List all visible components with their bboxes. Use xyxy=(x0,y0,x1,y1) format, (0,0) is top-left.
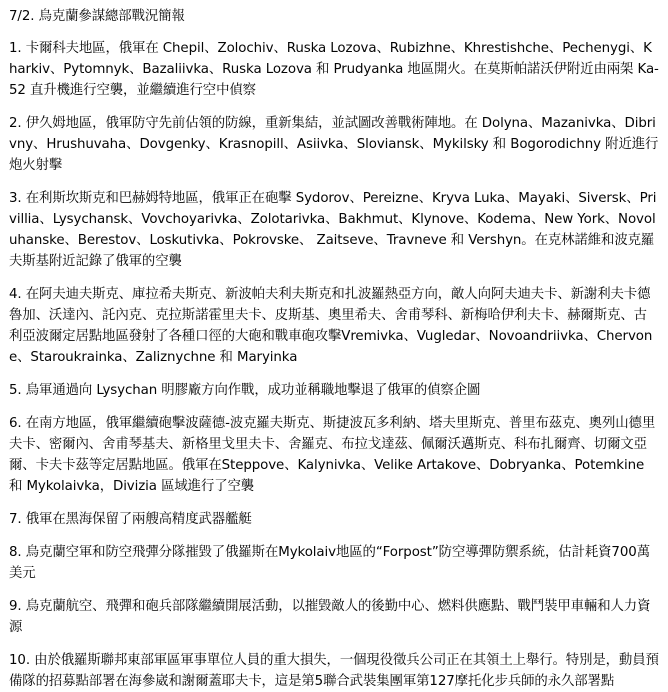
list-item: 1. 卡爾科夫地區，俄軍在 Chepil、Zolochiv、Ruska Lozova、Rubizhne、Khrestishche、Pechenygi、Kharkiv、Pytomnyk、Bazaliivka、Ruska Lozova 和 Prudyanka 地區開火。在莫斯帕諾沃伊附近由兩架 Ka-52 直升機進行空襲，並繼續進行空中偵察 xyxy=(9,41,659,98)
list-item: 9. 烏克蘭航空、飛彈和砲兵部隊繼續開展活動，以摧毀敵人的後勤中心、燃料供應點、戰鬥裝甲車輛和人力資源 xyxy=(9,599,651,635)
list-item: 10. 由於俄羅斯聯邦東部軍區軍事單位人員的重大損失，一個現役徵兵公司正在其領土上舉行。特別是，動員預備隊的招募點部署在海參崴和謝爾蓋耶夫卡，這是第5聯合武裝集團軍第127摩托化步兵師的永久部署點 xyxy=(9,653,659,689)
list-item: 2. 伊久姆地區，俄軍防守先前佔領的防線，重新集結，並試圖改善戰術陣地。在 Dolyna、Mazanivka、Dibrivny、Hrushuvaha、Dovgenky、Krasnopill、Asiivka、Sloviansk、Mykilsky 和 Bogorodichny 附近進行炮火射擊 xyxy=(9,116,659,173)
list-item: 8. 烏克蘭空軍和防空飛彈分隊摧毀了俄羅斯在Mykolaiv地區的“Forpost”防空導彈防禦系統，估計耗資700萬美元 xyxy=(9,545,650,581)
post-title: 7/2. 烏克蘭參謀總部戰況簡報 xyxy=(9,9,185,24)
list-item: 3. 在利斯坎斯克和巴赫姆特地區，俄軍正在砲擊 Sydorov、Pereizne、Kryva Luka、Mayaki、Siversk、Privillia、Lysychansk、Vovchoyarivka、Zolotarivka、Bakhmut、Klynove、Kodema、New York、Novoluhanske、Berestov、Loskutivka、Pokrovske、 Zaitseve、Travneve 和 Vershyn。在克林諾維和波克羅夫斯基附近記錄了俄軍的空襲 xyxy=(9,191,657,269)
list-item: 7. 俄軍在黑海保留了兩艘高精度武器艦艇 xyxy=(9,512,252,527)
list-item: 4. 在阿夫迪夫斯克、庫拉希夫斯克、新波帕夫利夫斯克和扎波羅熱亞方向，敵人向阿夫迪夫卡、新謝利夫卡德魯加、沃達內、託內克、克拉斯諾霍里夫卡、皮斯基、奧里希夫、舍甫琴科、新梅哈伊利夫卡、赫爾斯克、古利亞波爾定居點地區發射了各種口徑的大砲和戰車砲攻擊Vremivka、Vugledar、Novoandriivka、Chervone、Staroukrainka、Zaliznychne 和 Maryinka xyxy=(9,287,653,365)
list-item: 6. 在南方地區，俄軍繼續砲擊波薩德-波克羅夫斯克、斯捷波瓦多利納、塔夫里斯克、普里布茲克、奧列山德里夫卡、密爾內、舍甫琴基夫、新格里戈里夫卡、舍羅克、布拉戈達茲、佩爾沃邁斯克、科布扎爾齊、切爾文亞爾、卡夫卡茲等定居點地區。俄軍在Steppove、Kalynivka、Velike Artakove、Dobryanka、Potemkine 和 Mykolaivka，Divizia 區域進行了空襲 xyxy=(9,416,656,494)
list-item: 5. 烏軍通過向 Lysychan 明膠廠方向作戰，成功並稱職地擊退了俄軍的偵察企圖 xyxy=(9,383,481,398)
